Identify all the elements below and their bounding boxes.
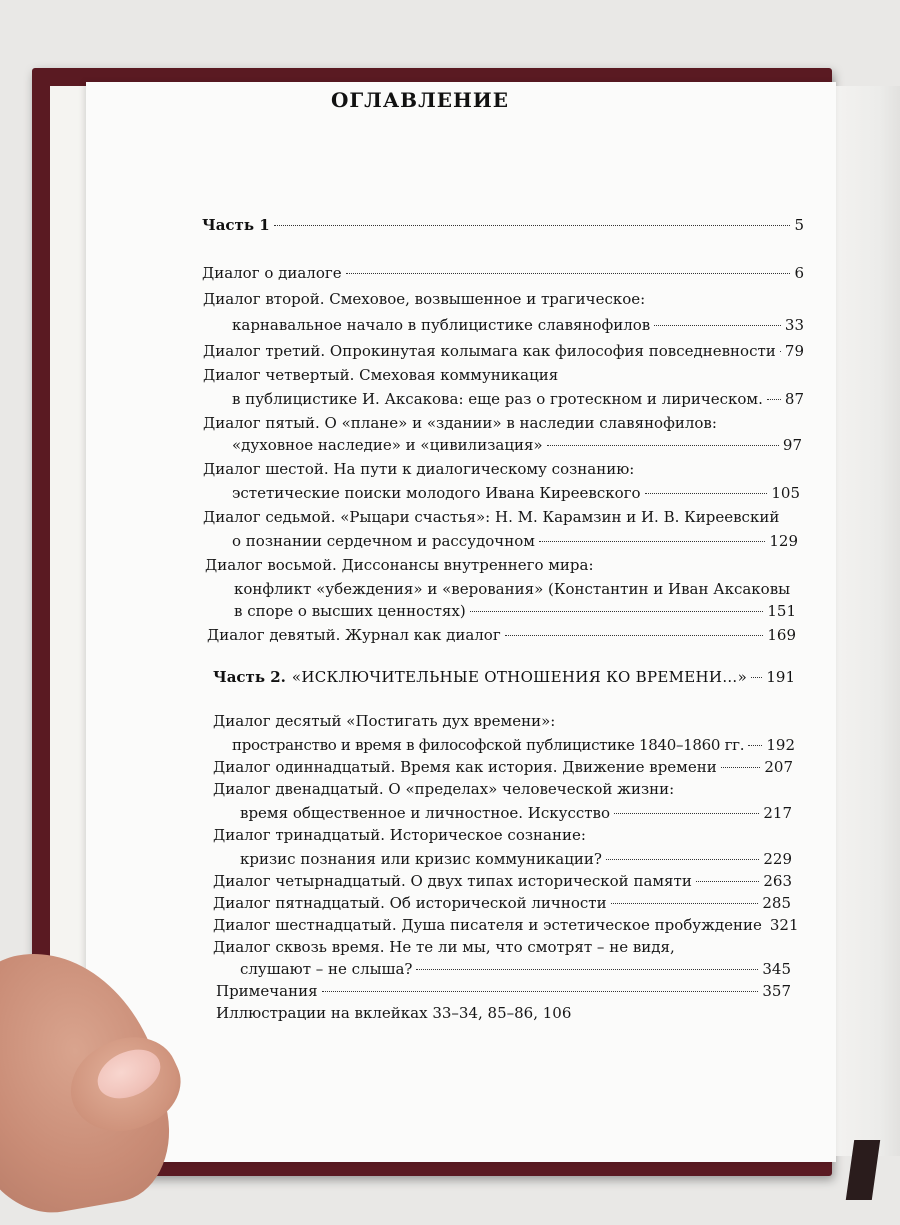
next-page-edge: [830, 86, 900, 1156]
entry-title: время общественное и личностное. Искусство: [240, 804, 611, 822]
toc-entry-line[interactable]: Диалог сквозь время. Не те ли мы, что смотрят – не видя,: [213, 938, 675, 956]
entry-page: 129: [769, 532, 798, 550]
entry-page: 87: [784, 390, 804, 408]
entry-title: Диалог пятнадцатый. Об исторической личности: [213, 894, 607, 912]
entry-page: 169: [767, 626, 796, 644]
toc-entry-line[interactable]: Диалог шестой. На пути к диалогическому сознанию:: [203, 460, 635, 478]
toc-entry-line[interactable]: Диалог второй. Смеховое, возвышенное и трагическое:: [203, 290, 646, 308]
toc-entry[interactable]: [203, 342, 804, 360]
toc-entry-line[interactable]: Диалог десятый «Постигать дух времени»:: [213, 712, 556, 730]
entry-title: кризис познания или кризис коммуникации?: [240, 850, 602, 868]
toc-part1-row[interactable]: [202, 216, 804, 234]
toc-entry[interactable]: [232, 390, 804, 408]
leader-dots: [751, 677, 762, 678]
toc-entry-line[interactable]: Диалог седьмой. «Рыцари счастья»: Н. М. Карамзин и И. В. Киреевский: [203, 508, 780, 526]
entry-title: Диалог шестнадцатый. Душа писателя и эстетическое пробуждение: [213, 916, 762, 934]
entry-page: 321: [769, 916, 799, 934]
leader-dots: [416, 969, 758, 970]
entry-page: 285: [762, 894, 791, 912]
entry-title: Диалог одиннадцатый. Время как история. Движение времени: [213, 758, 717, 776]
toc-entry-line[interactable]: Диалог двенадцатый. О «пределах» человеческой жизни:: [213, 780, 675, 798]
entry-title: Диалог о диалоге: [202, 264, 342, 282]
leader-dots: [322, 991, 759, 992]
toc-entry[interactable]: [216, 982, 791, 1000]
entry-title: в споре о высших ценностях): [234, 602, 466, 620]
leader-dots: [346, 273, 790, 274]
toc-entry[interactable]: [207, 626, 796, 644]
toc-entry[interactable]: [232, 532, 798, 550]
leader-dots: [696, 881, 760, 882]
toc-entry[interactable]: [202, 264, 804, 282]
entry-page: 217: [763, 804, 792, 822]
leader-dots: [606, 859, 759, 860]
leader-dots: [780, 351, 781, 352]
leader-dots: [614, 813, 759, 814]
toc-entry[interactable]: [232, 484, 800, 502]
toc-entry-line[interactable]: Диалог пятый. О «плане» и «здании» в наследии славянофилов:: [203, 414, 717, 432]
toc-entry[interactable]: [232, 316, 804, 334]
toc-part2-row[interactable]: [213, 668, 795, 686]
toc-entry[interactable]: [213, 872, 792, 890]
part2-label: Часть 2.: [213, 668, 286, 686]
entry-page: 151: [767, 602, 796, 620]
toc-entry[interactable]: [240, 804, 792, 822]
entry-title: Диалог третий. Опрокинутая колымага как философия повседневности: [203, 342, 776, 360]
leader-dots: [539, 541, 765, 542]
entry-title: о познании сердечном и рассудочном: [232, 532, 535, 550]
toc-entry[interactable]: [232, 436, 802, 454]
leader-dots: [611, 903, 759, 904]
entry-title: эстетические поиски молодого Ивана Киреевского: [232, 484, 641, 502]
entry-page: 263: [763, 872, 792, 890]
part1-page: 5: [794, 216, 804, 234]
entry-page: 97: [782, 436, 802, 454]
leader-dots: [505, 635, 764, 636]
book-page: [86, 82, 836, 1162]
entry-page: 6: [794, 264, 804, 282]
entry-title: Примечания: [216, 982, 318, 1000]
entry-page: 229: [763, 850, 792, 868]
leader-dots: [748, 745, 762, 746]
toc-entry[interactable]: [232, 736, 795, 754]
toc-entry[interactable]: [213, 758, 793, 776]
entry-title: Диалог девятый. Журнал как диалог: [207, 626, 501, 644]
entry-title: слушают – не слыша?: [240, 960, 413, 978]
entry-page: 207: [764, 758, 793, 776]
leader-dots: [654, 325, 781, 326]
toc-entry-line[interactable]: Диалог восьмой. Диссонансы внутреннего мира:: [205, 556, 594, 574]
toc-entry[interactable]: [213, 894, 791, 912]
leader-dots: [274, 225, 790, 226]
toc-entry-line[interactable]: конфликт «убеждения» и «верования» (Константин и Иван Аксаковы: [234, 580, 791, 598]
toc-illustrations[interactable]: Иллюстрации на вклейках 33–34, 85–86, 106: [216, 1004, 572, 1022]
toc-entry[interactable]: [213, 916, 799, 934]
leader-dots: [767, 399, 781, 400]
entry-title: карнавальное начало в публицистике славянофилов: [232, 316, 651, 334]
toc-entry[interactable]: [240, 850, 792, 868]
entry-title: Диалог четырнадцатый. О двух типах исторической памяти: [213, 872, 692, 890]
entry-title: «духовное наследие» и «цивилизация»: [232, 436, 543, 454]
entry-page: 79: [784, 342, 804, 360]
part2-page: 191: [766, 668, 795, 686]
leader-dots: [547, 445, 779, 446]
entry-page: 105: [771, 484, 800, 502]
leader-dots: [470, 611, 764, 612]
entry-page: 33: [784, 316, 804, 334]
part1-label: Часть 1: [202, 216, 270, 234]
toc-entry[interactable]: [234, 602, 796, 620]
toc-entry-line[interactable]: Диалог четвертый. Смеховая коммуникация: [203, 366, 559, 384]
toc-entry-line[interactable]: Диалог тринадцатый. Историческое сознание:: [213, 826, 586, 844]
leader-dots: [645, 493, 768, 494]
entry-page: 345: [762, 960, 791, 978]
leader-dots: [721, 767, 761, 768]
toc-entry[interactable]: [240, 960, 791, 978]
part2-title: «ИСКЛЮЧИТЕЛЬНЫЕ ОТНОШЕНИЯ КО ВРЕМЕНИ…»: [291, 668, 748, 686]
toc-title: ОГЛАВЛЕНИЕ: [330, 88, 510, 112]
entry-title: пространство и время в философской публицистике 1840–1860 гг.: [232, 736, 745, 754]
entry-page: 357: [762, 982, 791, 1000]
entry-page: 192: [766, 736, 795, 754]
entry-title: в публицистике И. Аксакова: еще раз о гротескном и лирическом.: [232, 390, 763, 408]
